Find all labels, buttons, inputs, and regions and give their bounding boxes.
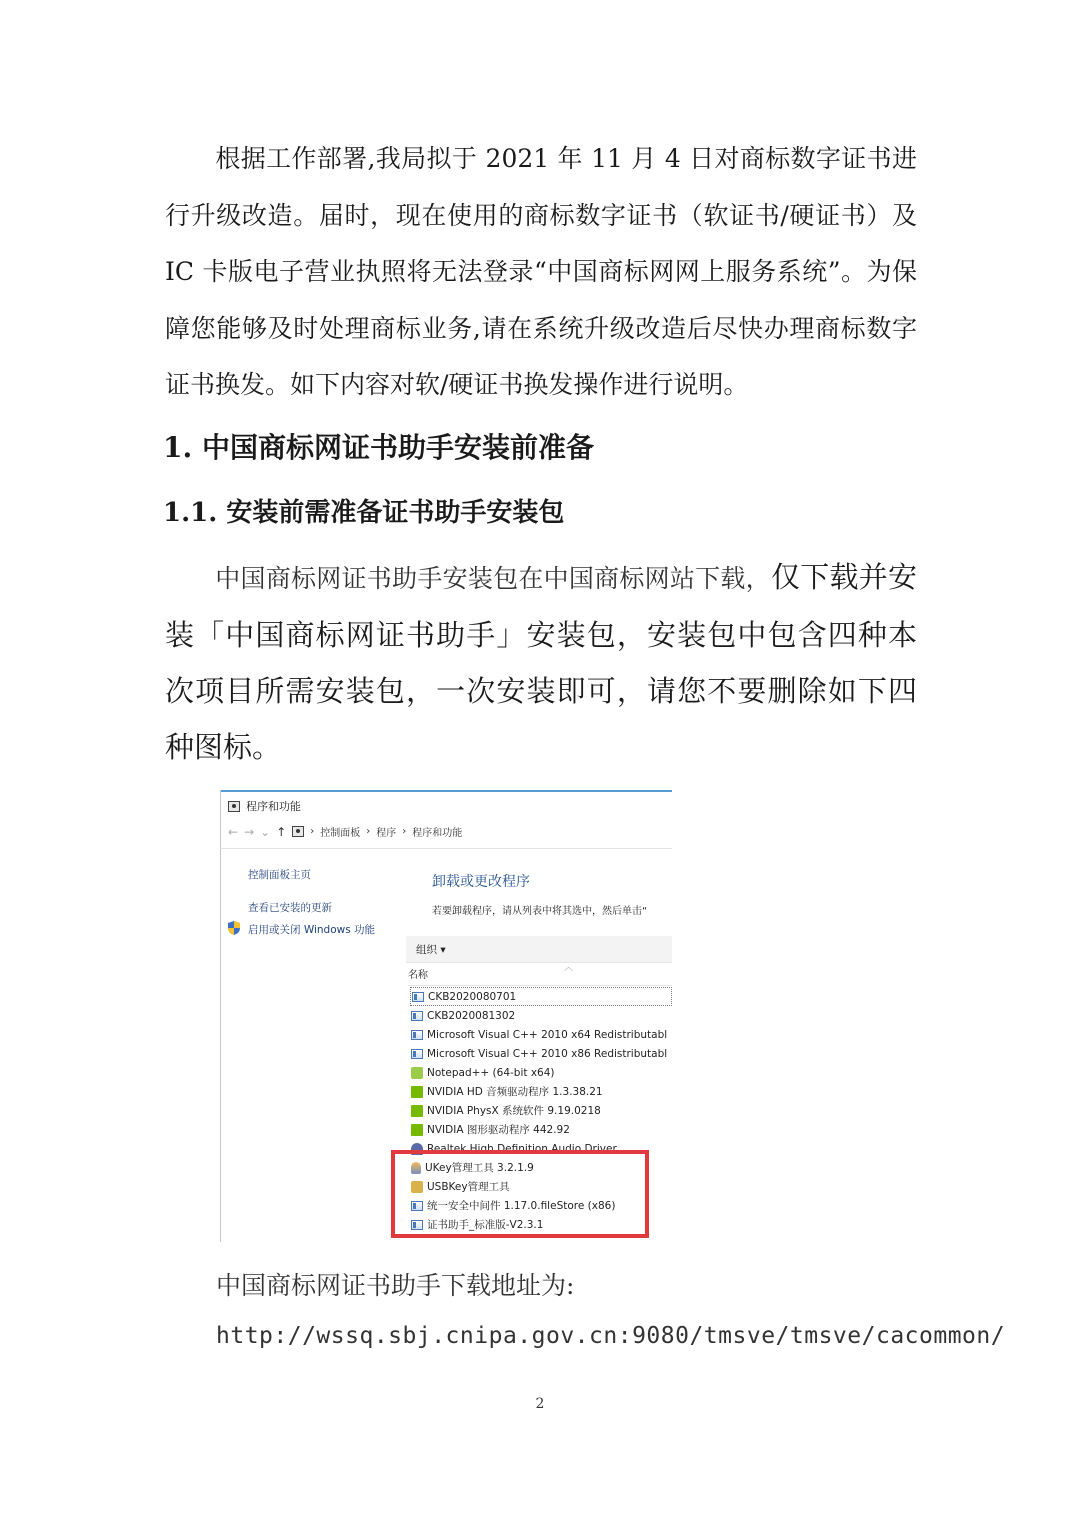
program-row[interactable] — [410, 1082, 672, 1101]
toolbar — [406, 936, 672, 963]
program-name: Realtek High Definition Audio Driver — [427, 1142, 617, 1155]
program-name: 统一安全中间件 1.17.0.fileStore (x86) — [427, 1200, 616, 1212]
program-name: 证书助手_标准版-V2.3.1 — [427, 1219, 544, 1231]
program-name: NVIDIA 图形驱动程序 442.92 — [427, 1124, 570, 1136]
program-row[interactable] — [410, 1101, 672, 1120]
program-row[interactable] — [410, 1120, 672, 1139]
download-label: 中国商标网证书助手下载地址为: — [216, 1271, 575, 1300]
program-row[interactable] — [410, 1063, 672, 1082]
program-name: Notepad++ (64-bit x64) — [427, 1066, 555, 1079]
back-arrow-icon[interactable]: ← — [228, 824, 239, 839]
program-row[interactable] — [410, 1044, 672, 1063]
nvidia-icon — [411, 1124, 423, 1136]
programs-features-screenshot — [220, 790, 672, 1242]
program-row[interactable] — [410, 1006, 672, 1025]
section-heading-1: 1. 中国商标网证书助手安装前准备 — [163, 431, 594, 464]
sidebar-link-updates[interactable]: 查看已安装的更新 — [248, 902, 332, 914]
program-name: NVIDIA HD 音频驱动程序 1.3.38.21 — [427, 1086, 603, 1098]
program-row[interactable] — [410, 1025, 672, 1044]
forward-arrow-icon[interactable]: → — [244, 824, 255, 839]
setup-icon — [411, 1011, 423, 1021]
sort-caret-icon: ︿ — [564, 963, 574, 973]
setup-icon — [411, 1049, 423, 1059]
program-name: UKey管理工具 3.2.1.9 — [425, 1162, 534, 1174]
setup-icon — [411, 1030, 423, 1040]
program-name: Microsoft Visual C++ 2010 x86 Redistributabl — [427, 1047, 668, 1060]
column-header-name[interactable]: 名称 — [408, 970, 428, 981]
program-name: Microsoft Visual C++ 2010 x64 Redistributabl — [427, 1028, 668, 1041]
highlight-box — [391, 1150, 649, 1238]
sidebar-link-windows-features[interactable]: 启用或关闭 Windows 功能 — [248, 924, 376, 936]
section-heading-1-1: 1.1. 安装前需准备证书助手安装包 — [163, 498, 565, 528]
breadcrumb-programs-features[interactable]: 程序和功能 — [412, 828, 463, 839]
intro-paragraph: 根据工作部署,我局拟于 2021 年 11 月 4 日对商标数字证书进行升级改造。届时，现在使用的商标数字证书（软证书/硬证书）及 IC 卡版电子营业执照将无法登录“中国商标网网上服务系统”。为保障您能够及时处理商标业务,请在系统升级改造后尽快办理商标数字证书换发。如下内容对软/硬证书换发操作进行说明。 — [165, 144, 917, 399]
breadcrumb-programs[interactable]: 程序 — [376, 828, 397, 839]
install-intro-text: 中国商标网证书助手安装包在中国商标网站下载， — [215, 564, 771, 593]
notepad-icon — [411, 1067, 423, 1079]
nvidia-icon — [411, 1105, 423, 1117]
main-description: 若要卸载程序，请从列表中将其选中，然后单击“ — [432, 906, 648, 917]
sidebar-link-home[interactable]: 控制面板主页 — [248, 869, 311, 881]
program-name: CKB2020081302 — [427, 1009, 516, 1022]
nvidia-icon — [411, 1086, 423, 1098]
download-url[interactable]: http://wssq.sbj.cnipa.gov.cn:9080/tmsve/tmsve/cacommon/ — [216, 1323, 1006, 1349]
program-row[interactable] — [410, 987, 672, 1006]
program-name: NVIDIA PhysX 系统软件 9.19.0218 — [427, 1105, 601, 1117]
control-panel-icon — [292, 826, 304, 837]
window-title: 程序和功能 — [228, 798, 301, 814]
breadcrumb-control-panel[interactable]: 控制面板 — [320, 828, 361, 839]
page-number: 2 — [535, 1396, 545, 1412]
up-arrow-icon[interactable]: ↑ — [276, 824, 287, 839]
setup-icon — [412, 992, 424, 1002]
history-chevron-icon[interactable]: ⌄ — [260, 824, 271, 839]
install-instruction-text: 仅下载并安装「中国商标网证书助手」安装包，安装包中包含四种本次项目所需安装包，一次安装即可，请您不要删除如下四种图标。 — [165, 560, 917, 764]
install-paragraph — [165, 549, 917, 775]
control-panel-icon — [228, 801, 240, 812]
organize-button[interactable]: 组织 ▾ — [416, 944, 446, 956]
shield-icon — [228, 921, 240, 935]
address-bar[interactable]: ← → ⌄ ↑ › 控制面板 › 程序 › 程序和功能 — [228, 824, 463, 839]
program-name: CKB2020080701 — [428, 990, 517, 1003]
main-title: 卸载或更改程序 — [432, 874, 530, 890]
program-name: USBKey管理工具 — [427, 1181, 510, 1193]
